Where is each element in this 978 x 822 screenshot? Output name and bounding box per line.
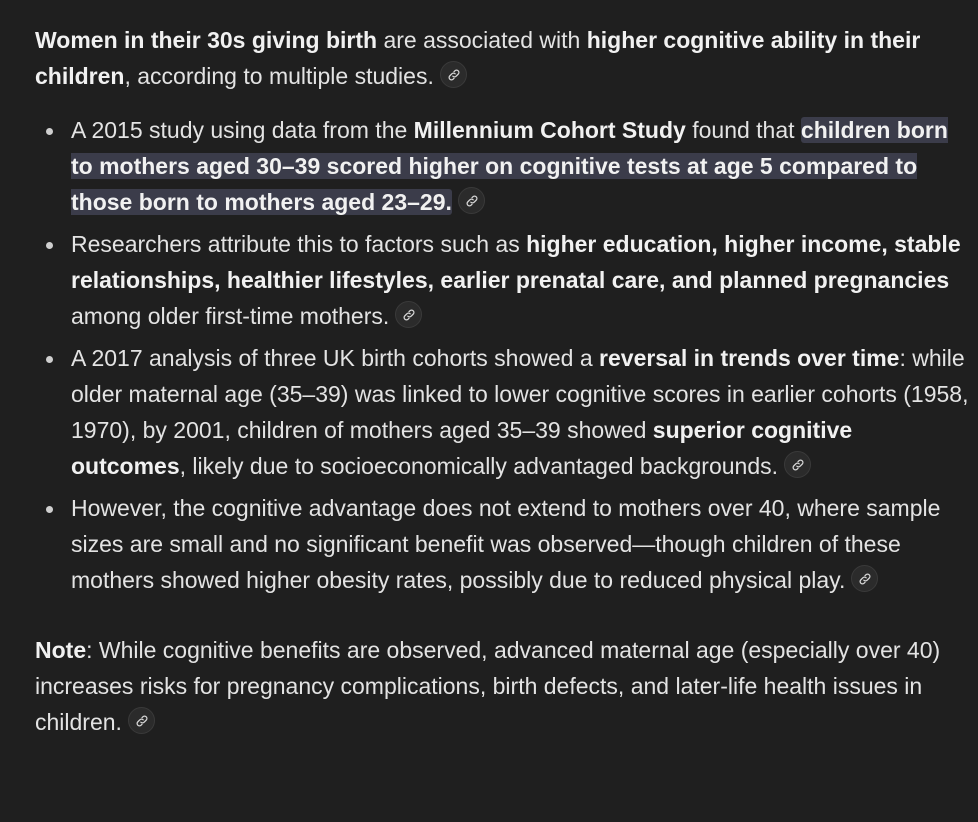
list-item bbox=[71, 340, 970, 484]
link-icon bbox=[135, 714, 149, 728]
answer-content bbox=[35, 22, 970, 740]
list-item bbox=[71, 490, 970, 598]
link-icon bbox=[447, 68, 461, 82]
bullet-text: However, the cognitive advantage does not extend to mothers over 40, where sample sizes are small and no significant benefit was observed—though children of these mothers showed higher obesity rates, possibly due to reduced physical play. bbox=[71, 495, 941, 593]
highlighted-finding: children born to mothers aged 30–39 scored higher on cognitive tests at age 5 compared to those born to mothers aged 23–29. bbox=[71, 117, 948, 215]
list-item bbox=[71, 112, 970, 220]
note-label: Note bbox=[35, 637, 87, 663]
bullet-bold: Millennium Cohort Study bbox=[413, 117, 686, 143]
intro-paragraph bbox=[35, 22, 970, 94]
intro-text: are associated with bbox=[377, 27, 587, 53]
link-icon bbox=[402, 308, 416, 322]
source-link-button[interactable] bbox=[458, 187, 485, 214]
note-text: : While cognitive benefits are observed, advanced maternal age (especially over 40) increases risks for pregnancy complications, birth defects, and later-life health issues in children. bbox=[35, 637, 941, 735]
source-link-button[interactable] bbox=[128, 707, 155, 734]
note-paragraph bbox=[35, 632, 970, 740]
bullet-text: Researchers attribute this to factors such as bbox=[71, 231, 527, 257]
link-icon bbox=[858, 572, 872, 586]
bullet-bold: superior cognitive outcomes bbox=[71, 417, 853, 479]
source-link-button[interactable] bbox=[851, 565, 878, 592]
bullet-bold: higher education, higher income, stable relationships, healthier lifestyles, earlier prenatal care, and planned pregnancies bbox=[71, 231, 961, 293]
intro-bold-subject: Women in their 30s giving birth bbox=[35, 27, 378, 53]
bullet-text: found that bbox=[685, 117, 801, 143]
bullet-text: , likely due to socioeconomically advantaged backgrounds. bbox=[179, 453, 778, 479]
findings-list bbox=[35, 112, 970, 598]
bullet-text: : while older maternal age (35–39) was linked to lower cognitive scores in earlier cohorts (1958, 1970), by 2001, children of mothers aged 35–39 showed bbox=[71, 345, 969, 443]
list-item bbox=[71, 226, 970, 334]
bullet-text: A 2017 analysis of three UK birth cohorts showed a bbox=[71, 345, 600, 371]
source-link-button[interactable] bbox=[784, 451, 811, 478]
bullet-text: among older first-time mothers. bbox=[71, 303, 390, 329]
link-icon bbox=[465, 194, 479, 208]
intro-bold-claim: higher cognitive ability in their children bbox=[35, 27, 921, 89]
intro-text-tail: , according to multiple studies. bbox=[124, 63, 434, 89]
link-icon bbox=[791, 458, 805, 472]
source-link-button[interactable] bbox=[440, 61, 467, 88]
source-link-button[interactable] bbox=[395, 301, 422, 328]
bullet-bold: reversal in trends over time bbox=[599, 345, 900, 371]
bullet-text: A 2015 study using data from the bbox=[71, 117, 414, 143]
